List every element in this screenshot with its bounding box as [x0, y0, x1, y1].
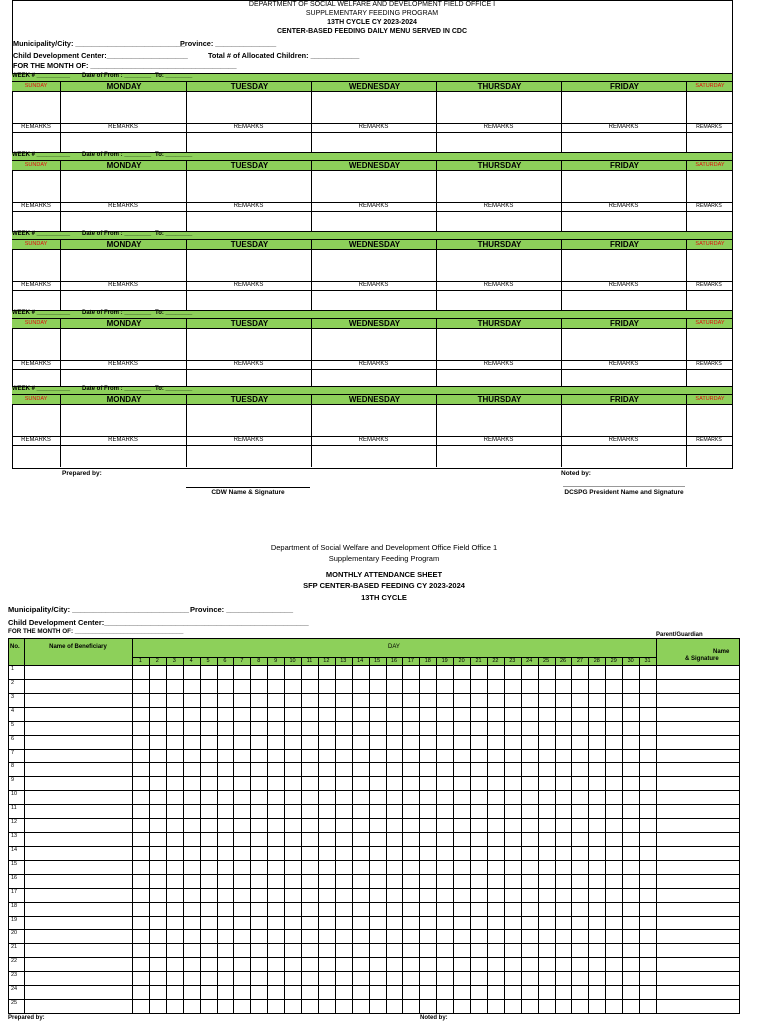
remarks-label: REMARKS [233, 437, 264, 443]
date-to-field[interactable]: To: ________ [155, 310, 193, 316]
remarks-label: REMARKS [696, 437, 722, 443]
day-header-thursday: THURSDAY [436, 82, 562, 91]
menu-cell-wednesday[interactable] [311, 91, 436, 123]
day-header-tuesday: TUESDAY [186, 240, 312, 249]
menu-cell-monday[interactable] [60, 249, 186, 281]
remarks-cell-saturday[interactable] [686, 291, 732, 310]
date-from-field[interactable]: Date of From : ________ [82, 152, 152, 158]
day-header-sunday: SUNDAY [24, 320, 48, 326]
remarks-label: REMARKS [358, 361, 389, 367]
remarks-cell-saturday[interactable] [686, 212, 732, 231]
day-number-header: 4 [189, 658, 193, 664]
menu-cell-thursday[interactable] [436, 91, 561, 123]
remarks-label: REMARKS [608, 361, 639, 367]
day-number-header: 10 [289, 658, 296, 664]
allocated-children-field[interactable]: Total # of Allocated Children: ____________ [208, 51, 360, 60]
remarks-label: REMARKS [233, 361, 264, 367]
day-number-header: 29 [610, 658, 617, 664]
day-number-header: 21 [475, 658, 482, 664]
day-header-monday: MONDAY [60, 161, 187, 170]
remarks-cell-wednesday[interactable] [311, 133, 436, 152]
remarks-label: REMARKS [21, 437, 51, 443]
remarks-cell-sunday[interactable] [12, 212, 60, 231]
day-number-header: 20 [458, 658, 465, 664]
cdc-field[interactable]: Child Development Center:____________________ [13, 51, 188, 60]
col-day-header: DAY [388, 644, 400, 650]
remarks-cell-friday[interactable] [561, 291, 686, 310]
date-from-field[interactable]: Date of From : ________ [82, 386, 152, 392]
att-header-line1: Department of Social Welfare and Development Office Field Office 1 [270, 543, 498, 552]
day-header-sunday: SUNDAY [24, 83, 48, 89]
remarks-cell-saturday[interactable] [686, 370, 732, 386]
menu-cell-tuesday[interactable] [186, 249, 311, 281]
menu-cell-sunday[interactable] [12, 170, 60, 202]
remarks-cell-monday[interactable] [60, 133, 186, 152]
menu-header-line3: 13TH CYCLE CY 2023-2024 [327, 19, 417, 26]
day-number-header: 27 [576, 658, 583, 664]
att-table-frame [8, 638, 740, 1014]
day-header-tuesday: TUESDAY [186, 319, 312, 328]
remarks-cell-saturday[interactable] [686, 446, 732, 467]
att-province-field[interactable]: Province: ________________ [190, 605, 294, 614]
menu-cell-thursday[interactable] [436, 170, 561, 202]
remarks-cell-tuesday[interactable] [186, 133, 311, 152]
date-from-field[interactable]: Date of From : ________ [82, 73, 152, 79]
remarks-cell-monday[interactable] [60, 212, 186, 231]
day-header-tuesday: TUESDAY [186, 395, 312, 404]
day-number-header: 14 [357, 658, 364, 664]
day-header-wednesday: WEDNESDAY [311, 161, 437, 170]
remarks-cell-thursday[interactable] [436, 212, 561, 231]
row-number: 16 [11, 874, 18, 881]
day-number-header: 13 [340, 658, 347, 664]
day-number-header: 18 [424, 658, 431, 664]
remarks-cell-wednesday[interactable] [311, 446, 436, 467]
day-header-saturday: SATURDAY [686, 395, 733, 404]
menu-cell-friday[interactable] [561, 404, 686, 436]
municipality-field[interactable]: Municipality/City: ___________________________ [13, 39, 186, 48]
day-number-header: 6 [223, 658, 227, 664]
row-number: 2 [11, 679, 15, 686]
col-name-header: Name of Beneficiary [49, 644, 107, 650]
remarks-label: REMARKS [21, 203, 51, 209]
day-header-thursday: THURSDAY [436, 319, 562, 328]
remarks-label: REMARKS [608, 203, 639, 209]
menu-cell-wednesday[interactable] [311, 328, 436, 360]
remarks-label: REMARKS [696, 282, 722, 288]
day-header-saturday: SATURDAY [686, 240, 733, 249]
remarks-label: REMARKS [21, 361, 51, 367]
day-number-header: 30 [627, 658, 634, 664]
remarks-label: REMARKS [358, 203, 389, 209]
remarks-label: REMARKS [108, 124, 138, 130]
row-number: 9 [11, 777, 15, 784]
row-number: 1 [11, 666, 15, 672]
remarks-cell-friday[interactable] [561, 212, 686, 231]
row-number: 17 [11, 888, 18, 895]
att-cdc-field[interactable]: Child Development Center:_________________________________________________ [8, 618, 309, 627]
remarks-label: REMARKS [108, 437, 138, 443]
day-number-header: 23 [509, 658, 516, 664]
remarks-label: REMARKS [608, 437, 639, 443]
remarks-label: REMARKS [108, 203, 138, 209]
week-number-field[interactable]: WEEK # __________ [12, 231, 71, 237]
menu-cell-saturday[interactable] [686, 249, 732, 281]
remarks-label: REMARKS [21, 124, 51, 130]
remarks-cell-sunday[interactable] [12, 370, 60, 386]
row-number: 14 [11, 846, 18, 853]
menu-cell-wednesday[interactable] [311, 170, 436, 202]
day-header-friday: FRIDAY [561, 240, 687, 249]
row-number: 23 [11, 972, 18, 979]
day-header-friday: FRIDAY [561, 395, 687, 404]
date-to-field[interactable]: To: ________ [155, 152, 193, 158]
remarks-label: REMARKS [233, 124, 264, 130]
row-number: 11 [11, 805, 17, 812]
remarks-label: REMARKS [233, 203, 264, 209]
att-municipality-field[interactable]: Municipality/City: ____________________________ [8, 605, 189, 614]
remarks-cell-tuesday[interactable] [186, 446, 311, 467]
menu-header-line2: SUPPLEMENTARY FEEDING PROGRAM [305, 10, 439, 17]
remarks-cell-tuesday[interactable] [186, 370, 311, 386]
row-number: 25 [11, 1000, 18, 1007]
day-header-saturday: SATURDAY [686, 82, 733, 91]
day-header-saturday: SATURDAY [686, 319, 733, 328]
date-to-field[interactable]: To: ________ [155, 231, 193, 237]
row-number: 22 [11, 958, 18, 965]
remarks-label: REMARKS [483, 282, 514, 288]
day-number-header: 26 [559, 658, 567, 664]
remarks-cell-tuesday[interactable] [186, 291, 311, 310]
day-number-header: 9 [274, 658, 278, 664]
menu-cell-monday[interactable] [60, 328, 186, 360]
remarks-cell-thursday[interactable] [436, 133, 561, 152]
day-number-header: 15 [374, 658, 381, 664]
remarks-cell-sunday[interactable] [12, 446, 60, 467]
row-number: 24 [11, 986, 18, 993]
day-header-sunday: SUNDAY [24, 162, 48, 168]
day-number-header: 3 [172, 658, 176, 664]
remarks-label: REMARKS [483, 203, 514, 209]
date-to-field[interactable]: To: ________ [155, 73, 193, 79]
menu-cell-monday[interactable] [60, 404, 186, 436]
att-header-line3: MONTHLY ATTENDANCE SHEET [325, 570, 443, 579]
day-header-sunday: SUNDAY [24, 396, 48, 402]
remarks-cell-sunday[interactable] [12, 133, 60, 152]
attendance-table [8, 638, 739, 1013]
remarks-label: REMARKS [696, 203, 722, 209]
day-header-wednesday: WEDNESDAY [311, 82, 437, 91]
week-number-field[interactable]: WEEK # __________ [12, 386, 71, 392]
att-noted-by-label: Noted by: [420, 1015, 448, 1021]
remarks-cell-thursday[interactable] [436, 370, 561, 386]
remarks-label: REMARKS [358, 124, 389, 130]
date-from-field[interactable]: Date of From : ________ [82, 231, 152, 237]
remarks-label: REMARKS [608, 124, 639, 130]
remarks-label: REMARKS [233, 282, 264, 288]
row-number: 6 [11, 735, 15, 742]
remarks-label: REMARKS [696, 361, 722, 367]
row-number: 5 [11, 721, 15, 728]
day-header-sunday: SUNDAY [24, 241, 48, 247]
menu-cell-sunday[interactable] [12, 404, 60, 436]
menu-cell-thursday[interactable] [436, 249, 561, 281]
menu-cell-saturday[interactable] [686, 170, 732, 202]
remarks-cell-friday[interactable] [561, 446, 686, 467]
day-number-header: 22 [492, 658, 499, 664]
remarks-label: REMARKS [483, 437, 514, 443]
menu-cell-wednesday[interactable] [311, 404, 436, 436]
row-number: 19 [11, 916, 18, 923]
day-number-header: 1 [138, 658, 142, 664]
remarks-label: REMARKS [483, 361, 514, 367]
day-number-header: 25 [543, 658, 550, 664]
remarks-cell-saturday[interactable] [686, 133, 732, 152]
day-header-friday: FRIDAY [561, 161, 687, 170]
menu-cell-sunday[interactable] [12, 249, 60, 281]
day-header-thursday: THURSDAY [436, 395, 562, 404]
row-number: 12 [11, 819, 18, 826]
day-header-monday: MONDAY [60, 240, 187, 249]
parent-guardian-top-label: Parent/Guardian [656, 632, 703, 638]
menu-cell-tuesday[interactable] [186, 91, 311, 123]
menu-cell-monday[interactable] [60, 170, 186, 202]
row-number: 15 [11, 860, 18, 867]
remarks-cell-wednesday[interactable] [311, 291, 436, 310]
row-number: 20 [11, 930, 18, 937]
remarks-label: REMARKS [358, 282, 389, 288]
remarks-cell-thursday[interactable] [436, 291, 561, 310]
col-parent-sig-header: & Signature [685, 656, 719, 662]
menu-cell-friday[interactable] [561, 249, 686, 281]
date-from-field[interactable]: Date of From : ________ [82, 310, 152, 316]
menu-cell-monday[interactable] [60, 91, 186, 123]
day-number-header: 31 [644, 658, 651, 664]
menu-cell-saturday[interactable] [686, 328, 732, 360]
row-number: 10 [11, 791, 18, 798]
att-header-line5: 13TH CYCLE [361, 593, 407, 602]
day-header-saturday: SATURDAY [686, 161, 733, 170]
menu-header-line1: DEPARTMENT OF SOCIAL WELFARE AND DEVELOPMENT FIELD OFFICE I [248, 1, 496, 8]
menu-cell-thursday[interactable] [436, 328, 561, 360]
row-number: 13 [11, 833, 18, 840]
day-header-tuesday: TUESDAY [186, 82, 312, 91]
menu-cell-sunday[interactable] [12, 328, 60, 360]
day-number-header: 17 [407, 658, 414, 664]
col-no-header: No. [10, 644, 20, 650]
col-parent-name-header: Name [713, 649, 730, 655]
dcspg-signature-label: DCSPG President Name and Signature [564, 489, 684, 496]
day-header-wednesday: WEDNESDAY [311, 319, 437, 328]
day-number-header: 8 [257, 658, 261, 664]
remarks-cell-friday[interactable] [561, 133, 686, 152]
att-month-field[interactable]: FOR THE MONTH OF: _______________________________ [8, 628, 184, 635]
menu-cell-saturday[interactable] [686, 404, 732, 436]
menu-cell-tuesday[interactable] [186, 328, 311, 360]
remarks-label: REMARKS [108, 282, 138, 288]
week-number-field[interactable]: WEEK # __________ [12, 152, 71, 158]
cdw-signature-label: CDW Name & Signature [211, 489, 285, 496]
day-header-thursday: THURSDAY [436, 240, 562, 249]
remarks-label: REMARKS [358, 437, 389, 443]
menu-cell-tuesday[interactable] [186, 404, 311, 436]
month-field[interactable]: FOR THE MONTH OF: ____________________________________ [13, 61, 237, 70]
row-number: 18 [11, 902, 18, 909]
day-number-header: 16 [390, 658, 398, 664]
week-number-field[interactable]: WEEK # __________ [12, 310, 71, 316]
day-number-header: 19 [441, 658, 448, 664]
day-header-friday: FRIDAY [561, 319, 687, 328]
day-number-header: 12 [323, 658, 330, 664]
day-header-wednesday: WEDNESDAY [311, 395, 437, 404]
menu-cell-sunday[interactable] [12, 91, 60, 123]
menu-cell-thursday[interactable] [436, 404, 561, 436]
remarks-cell-sunday[interactable] [12, 291, 60, 310]
remarks-cell-thursday[interactable] [436, 446, 561, 467]
day-number-header: 2 [155, 658, 159, 664]
province-field[interactable]: Province: _______________ [180, 39, 277, 48]
cdw-signature-line[interactable] [186, 487, 310, 488]
day-header-friday: FRIDAY [561, 82, 687, 91]
day-number-header: 24 [526, 658, 533, 664]
remarks-cell-monday[interactable] [60, 370, 186, 386]
day-number-header: 7 [240, 658, 244, 664]
remarks-label: REMARKS [108, 361, 138, 367]
remarks-label: REMARKS [696, 124, 722, 130]
row-number: 21 [11, 944, 18, 951]
row-number: 8 [11, 763, 15, 770]
menu-cell-saturday[interactable] [686, 91, 732, 123]
menu-cell-tuesday[interactable] [186, 170, 311, 202]
day-header-monday: MONDAY [60, 319, 187, 328]
day-header-tuesday: TUESDAY [186, 161, 312, 170]
att-header-line4: SFP CENTER-BASED FEEDING CY 2023-2024 [303, 581, 465, 590]
noted-by-label: Noted by: [561, 470, 591, 477]
remarks-cell-monday[interactable] [60, 291, 186, 310]
remarks-label: REMARKS [483, 124, 514, 130]
prepared-by-label: Prepared by: [62, 470, 102, 477]
day-number-header: 28 [593, 658, 600, 664]
menu-cell-friday[interactable] [561, 170, 686, 202]
day-header-monday: MONDAY [60, 395, 187, 404]
row-number: 7 [11, 749, 15, 756]
menu-cell-friday[interactable] [561, 91, 686, 123]
remarks-label: REMARKS [608, 282, 639, 288]
dcspg-signature-line[interactable] [563, 486, 685, 487]
att-prepared-by-label: Prepared by: [8, 1015, 45, 1021]
row-number: 4 [11, 707, 15, 714]
menu-header-line4: CENTER-BASED FEEDING DAILY MENU SERVED IN CDC [276, 28, 468, 35]
remarks-label: REMARKS [21, 282, 51, 288]
daily-menu-sheet [12, 0, 732, 496]
row-number: 3 [11, 693, 15, 700]
remarks-cell-monday[interactable] [60, 446, 186, 467]
day-header-wednesday: WEDNESDAY [311, 240, 437, 249]
menu-cell-friday[interactable] [561, 328, 686, 360]
day-number-header: 11 [306, 658, 313, 664]
day-header-thursday: THURSDAY [436, 161, 562, 170]
date-to-field[interactable]: To: ________ [155, 386, 193, 392]
att-header-line2: Supplementary Feeding Program [328, 554, 440, 563]
day-header-monday: MONDAY [60, 82, 187, 91]
remarks-cell-wednesday[interactable] [311, 370, 436, 386]
remarks-cell-tuesday[interactable] [186, 212, 311, 231]
week-number-field[interactable]: WEEK # __________ [12, 73, 71, 79]
remarks-cell-wednesday[interactable] [311, 212, 436, 231]
day-number-header: 5 [206, 658, 210, 664]
menu-cell-wednesday[interactable] [311, 249, 436, 281]
remarks-cell-friday[interactable] [561, 370, 686, 386]
